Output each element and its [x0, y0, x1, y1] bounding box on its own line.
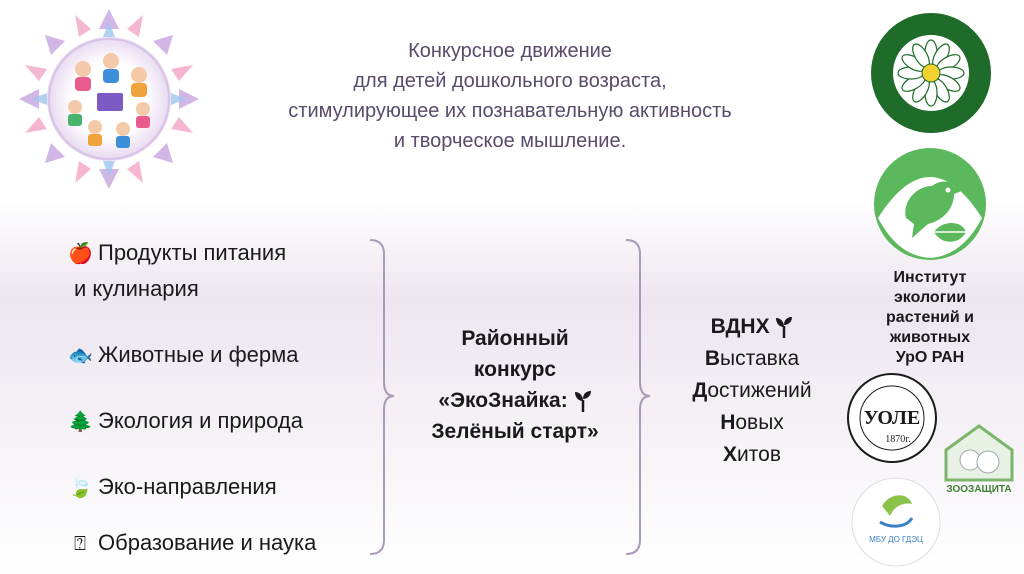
gdec-logo: [850, 476, 942, 568]
title-line: для детей дошкольного возраста,: [353, 70, 667, 92]
category-food: [68, 236, 286, 271]
tree-icon: 🌲: [68, 411, 93, 433]
contest-line: Зелёный старт»: [431, 420, 599, 443]
gdec-label: МБУ ДО ГДЭЦ: [869, 535, 923, 544]
category-label: Эко-направления: [98, 474, 277, 499]
category-ecology: [68, 404, 303, 439]
missing-glyph-icon: ⍰: [74, 533, 86, 555]
category-education: [68, 526, 316, 561]
vdnh-title: ВДНХ: [710, 315, 770, 338]
leaves-icon: 🍃: [68, 477, 93, 499]
right-brace: [624, 238, 654, 558]
category-label: Экология и природа: [98, 408, 303, 433]
category-eco-directions: [68, 470, 277, 505]
category-food-line2: [74, 272, 199, 306]
title-line: стимулирующее их познавательную активность: [288, 100, 732, 122]
museum-logo: [846, 372, 938, 464]
contest-block: [400, 323, 630, 447]
children-emblem-logo: [18, 8, 200, 190]
category-label: Продукты питания: [98, 240, 287, 265]
vdnh-word: Достижений: [692, 379, 812, 402]
museum-mark: УОЛЕ: [863, 407, 921, 429]
vdnh-heading: [662, 311, 842, 343]
category-label: Образование и наука: [98, 530, 317, 555]
animal-icon: 🐟: [68, 345, 93, 367]
title-line: и творческое мышление.: [393, 130, 627, 152]
zoo-label: ЗООЗАЩИТА: [946, 484, 1012, 495]
contest-line: [400, 385, 630, 416]
title-line: Конкурсное движение: [408, 40, 612, 62]
category-label: Животные и ферма: [98, 342, 299, 367]
vdnh-block: [662, 311, 842, 471]
page-title: [210, 36, 810, 156]
vdnh-word: Новых: [720, 411, 784, 434]
contest-line: конкурс: [473, 358, 557, 381]
zoo-protection-logo: [936, 420, 1022, 496]
apple-icon: 🍎: [68, 243, 93, 265]
category-animals: [68, 338, 299, 373]
sprout-icon: [775, 316, 793, 338]
contest-name: «ЭкоЗнайка:: [438, 389, 568, 412]
contest-line: Районный: [461, 327, 569, 350]
botanic-garden-logo: [868, 10, 994, 136]
institute-bird-logo: [872, 146, 988, 262]
vdnh-word: Хитов: [723, 443, 781, 466]
institute-label: Институт экологии растений и животных УрО РАН: [886, 269, 974, 366]
vdnh-word: Выставка: [704, 347, 800, 370]
sprout-icon: [574, 390, 592, 412]
category-label: и кулинария: [74, 276, 199, 301]
left-brace: [368, 238, 398, 558]
museum-year: 1870г.: [885, 434, 911, 445]
